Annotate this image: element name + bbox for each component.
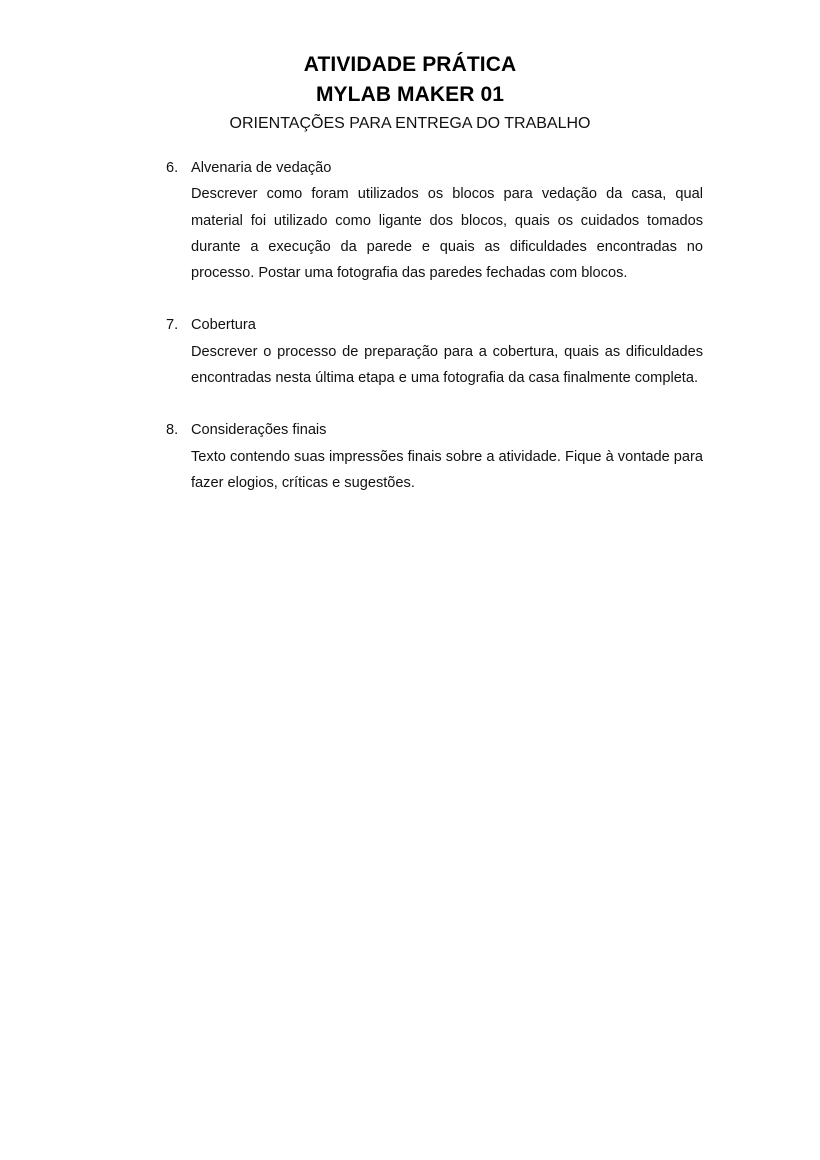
list-item	[166, 155, 703, 286]
list-item-title: Alvenaria de vedação	[191, 160, 332, 176]
document-subtitle: ORIENTAÇÕES PARA ENTREGA DO TRABALHO	[229, 115, 591, 132]
list-item	[166, 417, 703, 496]
list-item-heading	[166, 417, 703, 443]
list-item-description: Descrever como foram utilizados os blocos para vedação da casa, qual material foi utilizado como ligante dos blocos, quais os cuidados tomados durante a execução da parede e quais as dificuldades encontradas no processo. Postar uma fotografia das paredes fechadas com blocos.	[191, 186, 703, 282]
document-title: ATIVIDADE PRÁTICA	[303, 53, 517, 76]
list-item-description: Texto contendo suas impressões finais sobre a atividade. Fique à vontade para fazer elogios, críticas e sugestões.	[191, 448, 703, 491]
document-header	[0, 50, 820, 137]
list-item-description: Descrever o processo de preparação para a cobertura, quais as dificuldades encontradas nesta última etapa e uma fotografia da casa finalmente completa.	[191, 343, 703, 387]
list-item-number: 6.	[166, 160, 179, 176]
list-item-heading	[166, 312, 703, 338]
list-item-heading	[166, 155, 703, 181]
list-item-number: 7.	[166, 317, 179, 334]
instruction-list	[166, 155, 703, 522]
list-item-number: 8.	[166, 422, 179, 439]
list-item-title: Cobertura	[191, 317, 256, 334]
list-item	[166, 312, 703, 391]
list-item-title: Considerações finais	[191, 422, 327, 439]
document-course-name: MYLAB MAKER 01	[315, 83, 505, 106]
